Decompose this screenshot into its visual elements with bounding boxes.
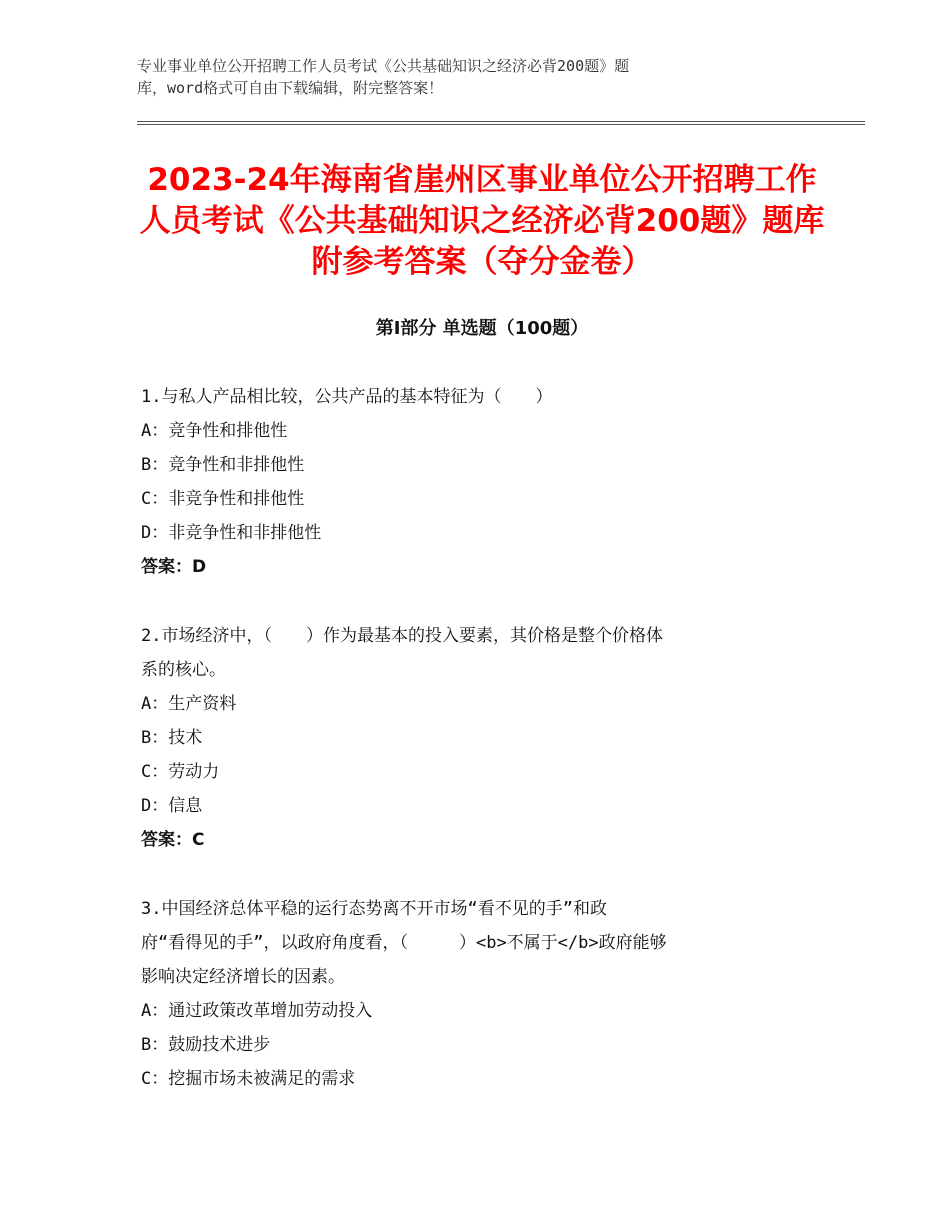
question-option: C：挖掘市场未被满足的需求 xyxy=(141,1069,356,1089)
question-option: D：非竞争性和非排他性 xyxy=(141,523,322,543)
question-option: B：竞争性和非排他性 xyxy=(141,455,305,475)
document-title: 2023-24年海南省崖州区事业单位公开招聘工作人员考试《公共基础知识之经济必背200题》题库附参考答案（夺分金卷） xyxy=(139,162,825,280)
question-text: 府“看得见的手”，以政府角度看，（ ）<b>不属于</b>政府能够 xyxy=(141,933,667,953)
question-option: B：鼓励技术进步 xyxy=(141,1035,271,1055)
question-text: 影响决定经济增长的因素。 xyxy=(141,967,345,987)
question-answer: 答案：C xyxy=(141,830,205,850)
header-note xyxy=(137,55,777,99)
question-option: C：劳动力 xyxy=(141,762,220,782)
question-option: C：非竞争性和排他性 xyxy=(141,489,305,509)
question-option: D：信息 xyxy=(141,796,203,816)
question-option: A：生产资料 xyxy=(141,694,237,714)
question-text: 2.市场经济中，（ ）作为最基本的投入要素，其价格是整个价格体 xyxy=(141,626,663,646)
question-option: A：竞争性和排他性 xyxy=(141,421,288,441)
section-title: 第Ⅰ部分 单选题（100题） xyxy=(375,318,589,339)
question-text: 3.中国经济总体平稳的运行态势离不开市场“看不见的手”和政 xyxy=(141,899,607,919)
header-divider xyxy=(137,121,865,125)
question-option: B：技术 xyxy=(141,728,203,748)
question-answer: 答案：D xyxy=(141,557,207,577)
question-text: 1.与私人产品相比较，公共产品的基本特征为（ ） xyxy=(141,387,553,407)
question-text: 系的核心。 xyxy=(141,660,226,680)
header-note-line: 库，word格式可自由下载编辑，附完整答案！ xyxy=(137,79,444,97)
header-note-line: 专业事业单位公开招聘工作人员考试《公共基础知识之经济必背200题》题 xyxy=(137,57,630,75)
question-option: A：通过政策改革增加劳动投入 xyxy=(141,1001,373,1021)
